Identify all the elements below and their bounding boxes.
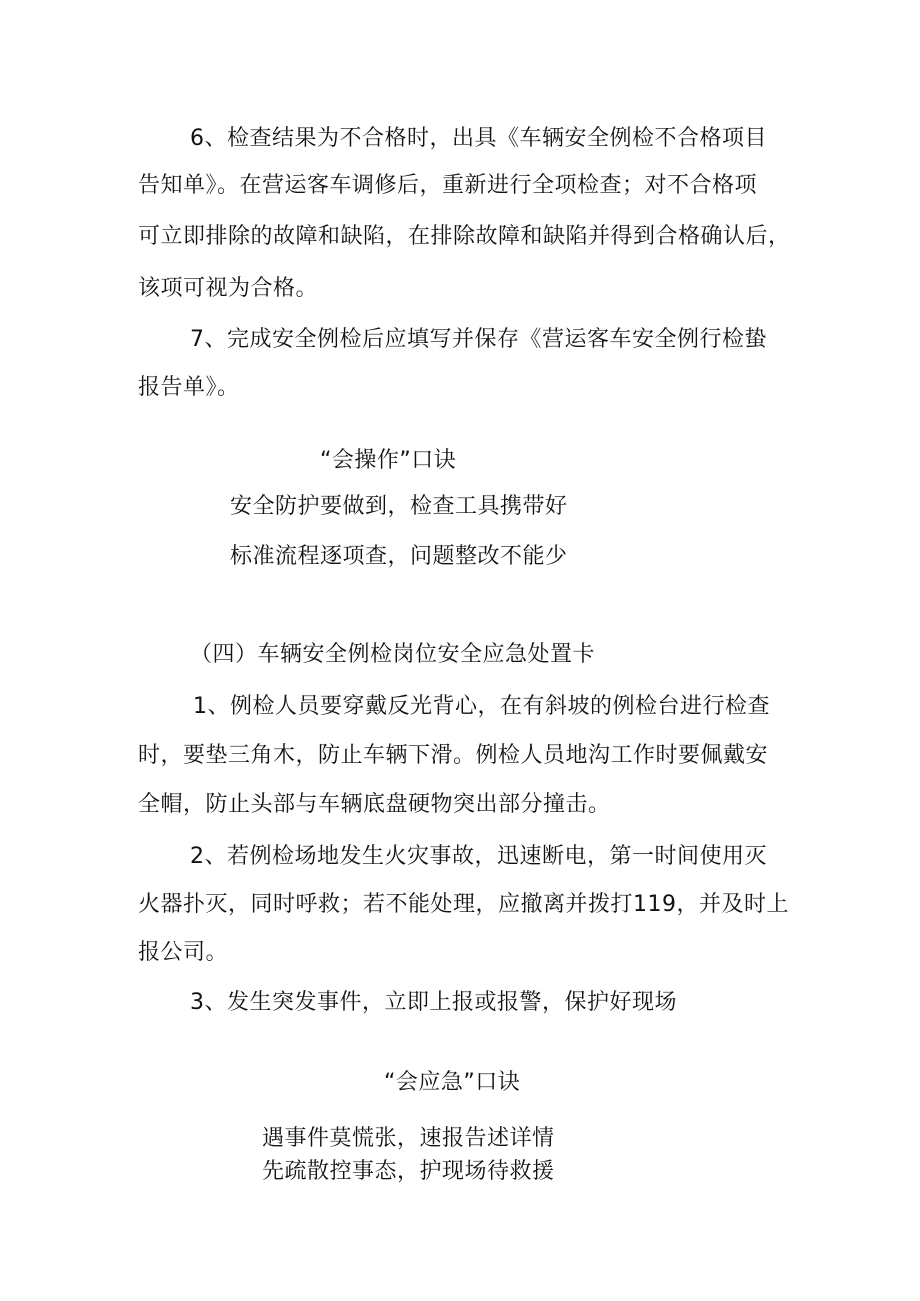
emergency-item-1-line-3: 全帽，防止头部与车辆底盘硬物突出部分撞击。 bbox=[138, 792, 611, 817]
item-6-line-1: 6、检查结果为不合格时，出具《车辆安全例检不合格项目 bbox=[190, 126, 767, 151]
verse-operate-line-1: 安全防护要做到，检查工具携带好 bbox=[230, 494, 568, 519]
emergency-item-2-line-3: 报公司。 bbox=[138, 940, 229, 965]
item-6-line-3: 可立即排除的故障和缺陷，在排除故障和缺陷并得到合格确认后， bbox=[138, 224, 791, 249]
emergency-item-2-line-2: 火器扑灭，同时呼救；若不能处理，应撤离并拨打119，并及时上 bbox=[138, 892, 789, 917]
item-6-line-4: 该项可视为合格。 bbox=[138, 276, 319, 301]
verse-emergency-line-1: 遇事件莫慌张，速报告述详情 bbox=[262, 1126, 555, 1151]
item-6-line-2: 告知单》。在营运客车调修后，重新进行全项检查；对不合格项 bbox=[138, 173, 758, 198]
verse-emergency-title: “会应急”口诀 bbox=[384, 1070, 521, 1095]
emergency-item-1-line-2: 时，要垫三角木，防止车辆下滑。例检人员地沟工作时要佩戴安 bbox=[138, 743, 769, 768]
emergency-item-1-line-1: 1、例检人员要穿戴反光背心，在有斜坡的例检台进行检查 bbox=[193, 694, 770, 719]
item-7-line-2: 报告单》。 bbox=[138, 375, 240, 400]
emergency-item-2-line-1: 2、若例检场地发生火灾事故，迅速断电，第一时间使用灭 bbox=[190, 844, 767, 869]
verse-operate-title: “会操作”口诀 bbox=[320, 448, 457, 473]
verse-emergency-line-2: 先疏散控事态，护现场待救援 bbox=[262, 1159, 555, 1184]
section-4-heading: （四）车辆安全例检岗位安全应急处置卡 bbox=[190, 642, 596, 667]
item-7-line-1: 7、完成安全例检后应填写并保存《营运客车安全例行检蛰 bbox=[190, 327, 767, 352]
emergency-item-3-line-1: 3、发生突发事件，立即上报或报警，保护好现场 bbox=[190, 990, 677, 1015]
verse-operate-line-2: 标准流程逐项查，问题整改不能少 bbox=[230, 544, 568, 569]
